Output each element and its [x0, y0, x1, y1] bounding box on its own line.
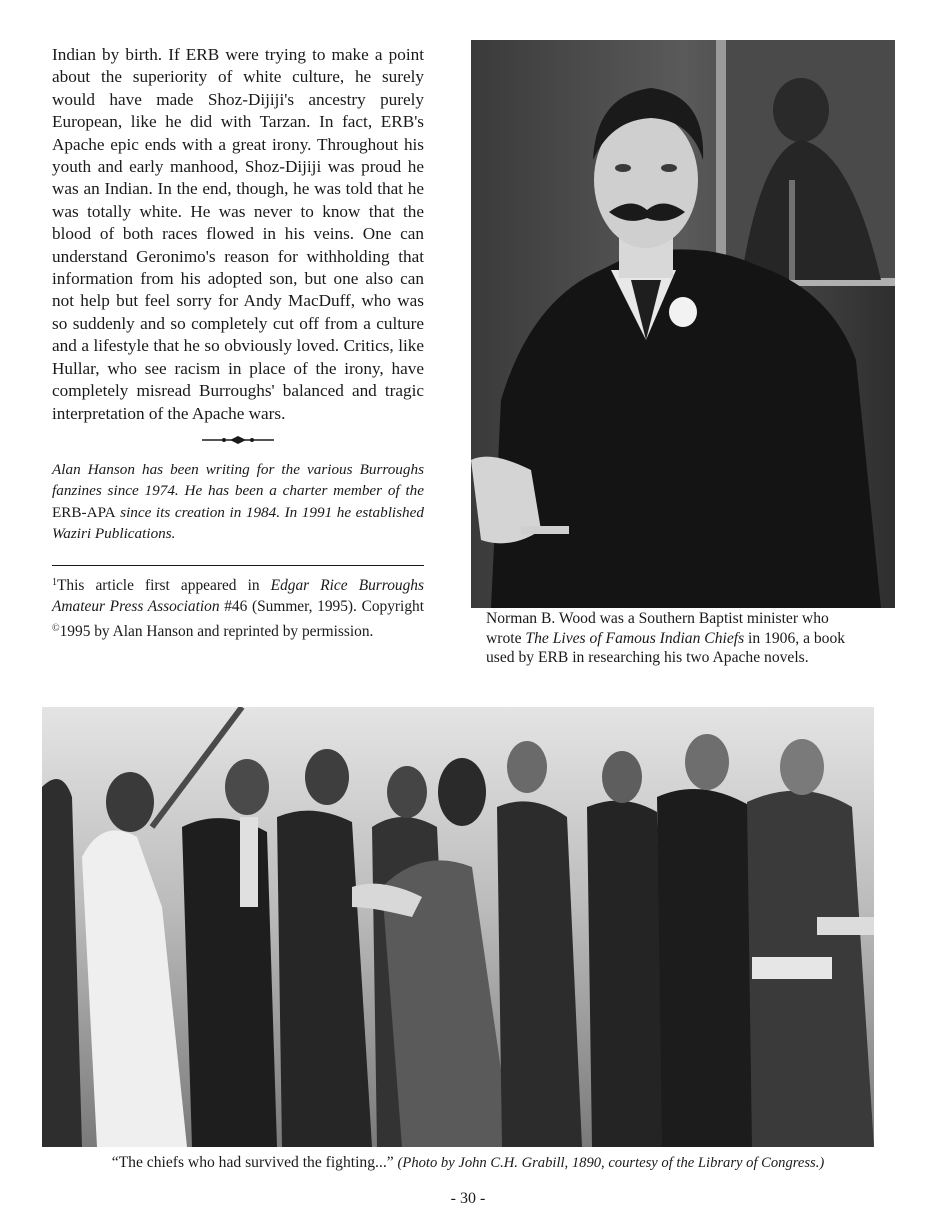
group-photo-caption: [0, 1154, 936, 1172]
portrait-photo: [471, 40, 895, 608]
copyright-symbol: ©: [52, 622, 60, 634]
footnote-text2: #46 (Summer, 1995). Copyright: [219, 598, 424, 616]
portrait-caption-book-title: The Lives of Famous Indian Chiefs: [525, 629, 745, 647]
footnote-mark: 1: [52, 576, 57, 588]
page-number: - 30 -: [450, 1190, 486, 1207]
chiefs-group-photo: [42, 707, 874, 1147]
footnote: [52, 572, 424, 643]
article-body-text: Indian by birth. If ERB were trying to make a point about the superiority of white culture, he surely would have made Shoz-Dijiji's ancestry purely European, like he did with Tarzan. In fact, ERB's Apache epic ends with a great irony. Throughout his youth and early manhood, Shoz-Dijiji was proud he was an Indian. In the end, though, he was told that he was totally white. He was never to know that the blood of both races flowed in his veins. One can understand Geronimo's reason for withholding that information from his adopted son, but one also can not help but feel sorry for Andy MacDuff, who was so suddenly and so completely cut off from a culture and a lifestyle that he so obviously loved. Critics, like Hullar, who see racism in place of the irony, have completely misread Burroughs' balanced and tragic interpretation of the Apache wars.: [52, 45, 424, 423]
footnote-rule: [52, 565, 424, 566]
chiefs-group-photo-illustration: [42, 707, 874, 1147]
author-bio-apa: ERB-APA: [52, 503, 116, 521]
author-bio: [52, 459, 424, 545]
group-photo-caption-quote: “The chiefs who had survived the fighting...”: [111, 1154, 394, 1171]
section-divider-ornament: [52, 434, 424, 446]
portrait-caption-text2: in 1906, a book used by ERB in researching his two Apache novels.: [486, 629, 846, 666]
portrait-caption-text1: Norman B. Wood was a Southern Baptist minister who wrote: [486, 610, 829, 647]
footnote-text3: 1995 by Alan Hanson and reprinted by permission.: [59, 622, 374, 640]
footnote-publication: Edgar Rice Burroughs Amateur Press Association: [52, 576, 424, 616]
portrait-caption: [486, 609, 856, 668]
portrait-photo-illustration: [471, 40, 895, 608]
article-column: [52, 44, 424, 642]
group-photo-credit: (Photo by John C.H. Grabill, 1890, courtesy of the Library of Congress.): [397, 1155, 825, 1171]
author-bio-part1: Alan Hanson has been writing for the various Burroughs fanzines since 1974. He has been a charter member of the: [52, 460, 424, 500]
footnote-text1: This article first appeared in: [57, 576, 271, 594]
author-bio-part2: since its creation in 1984. In 1991 he established Waziri Publications.: [52, 503, 424, 543]
